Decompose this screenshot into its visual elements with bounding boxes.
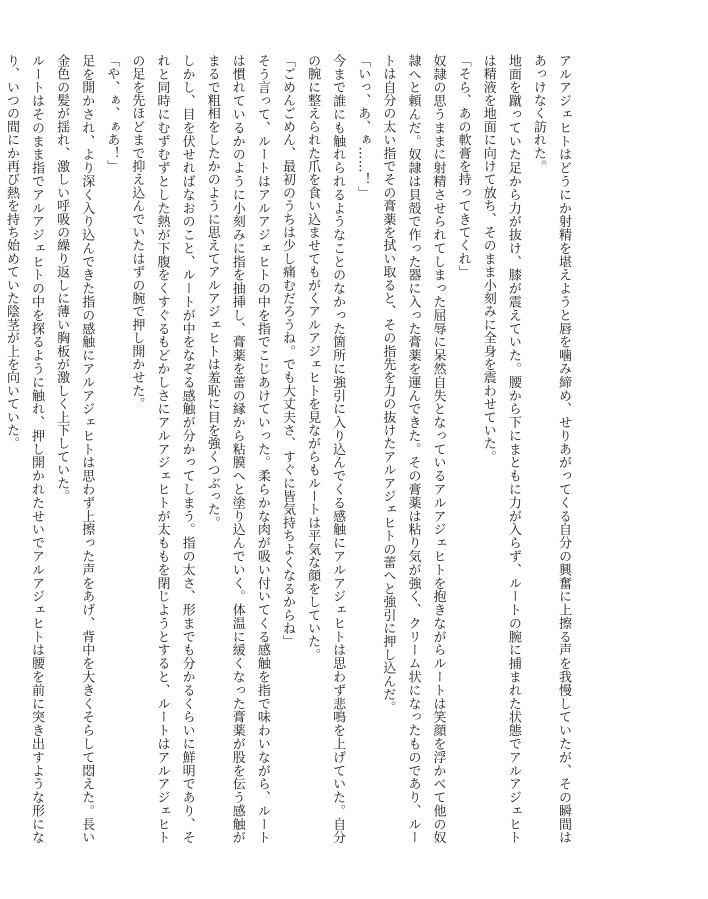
paragraph: しかし、目を伏せればなおのこと、ルートが中をなぞる感触が分かってしまう。指の太さ、形までも分かるくらいに鮮明であり、それと同時にむずむずとした熱が下腹をくすぐるもどかしさにアルアジェヒトが太ももを閉じようとすると、ルートはアルアジェヒトの足を先ほどまで抑え込んでいたはずの腕で押し開かせた。 xyxy=(129,54,195,844)
paragraph: アルアジェヒトはどうにか射精を堪えようと唇を噛み締め、せりあがってくる自分の興奮に上擦る声を我慢していたが、その瞬間はあっけなく訪れた。 xyxy=(530,54,571,844)
paragraph: 今まで誰にも触れられるようなことのなかった箇所に強引に入り込んでくる感触にアルアジェヒトは思わず悲鳴を上げていた。自分の腕に整えられた爪を食い込ませてもがくアルアジェヒトを見ながらもルートは平気な顔をしていた。 xyxy=(305,54,346,844)
dialogue-line: 「や、ぁ、ぁあ！」 xyxy=(104,54,120,173)
vertical-text-body xyxy=(0,54,576,844)
paragraph: ルートはそのまま指でアルアジェヒトの中を探るように触れ、押し開かれたせいでアルアジェヒトは腰を前に突き出すような形になり、いつの間にか再び熱を持ち始めていた陰茎が上を向いていた。 xyxy=(3,54,45,844)
dialogue-line: 「そら、あの軟膏を持ってきてくれ」 xyxy=(455,54,471,279)
paragraph: そう言って、ルートはアルアジェヒトの中を指でこじあけていった。柔らかな肉が吸い付いてくる感触を指で味わいながら、ルートは慣れているかのように小刻みに指を抽挿し、膏薬を蕾の縁から粘膜へと塗り込んでいく。体温に緩くなった膏薬が股を伝う感触がまるで粗相をしたかのように思えてアルアジェヒトは羞恥に目を強くつぶった。 xyxy=(204,54,270,844)
paragraph: 足を開かされ、より深く入り込んできた指の感触にアルアジェヒトは思わず上擦った声をあげ、背中を大きくそらして悶えた。長い金色の髪が揺れ、激しい呼吸の繰り返しに薄い胸板が激しく上下していた。 xyxy=(54,54,95,844)
paragraph: 地面を蹴っていた足から力が抜け、膝が震えていた。腰から下にまともに力が入らず、ルートの腕に捕まれた状態でアルアジェヒトは精液を地面に向けて放ち、そのまま小刻みに全身を震わせていた。 xyxy=(480,54,521,844)
dialogue-line: 「いっ、あ、ぁ……！」 xyxy=(355,54,371,200)
paragraph: 奴隷の思うままに射精させられてしまった屈辱に呆然自失となっているアルアジェヒトを抱きながらルートは笑顔を浮かべて他の奴隷へと頼んだ。奴隷は貝殻で作った器に入った膏薬を運んできた。その膏薬は粘り気が強く、クリーム状になったものであり、ルートは自分の太い指でその膏薬を拭い取ると、その指先を力の抜けたアルアジェヒトの蕾へと強引に押し込んだ。 xyxy=(380,54,446,844)
dialogue-line: 「ごめんごめん、最初のうちは少し痛むだろうね。でも大丈夫さ、すぐに皆気持ちよくなるからね」 xyxy=(279,54,295,648)
